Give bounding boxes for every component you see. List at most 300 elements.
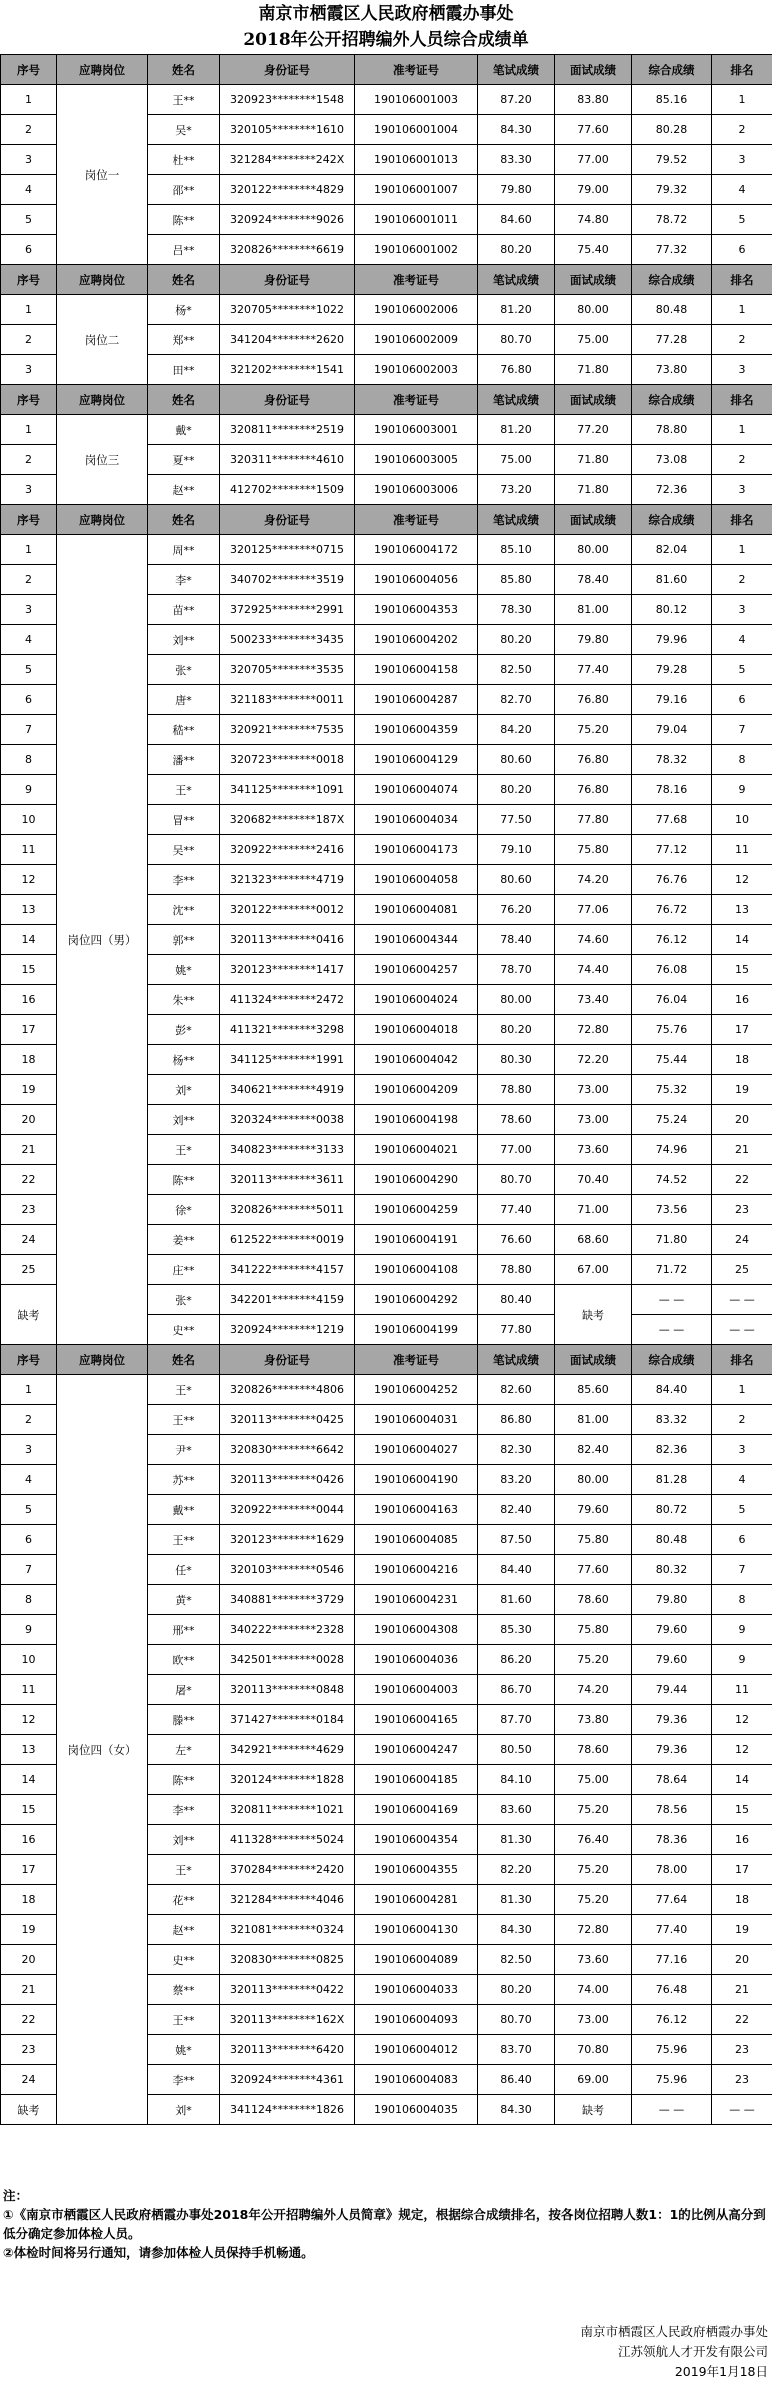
total-score-cell: 80.12 bbox=[632, 595, 712, 625]
id-number-cell: 340823********3133 bbox=[220, 1135, 355, 1165]
interview-score-cell: 70.80 bbox=[555, 2035, 632, 2065]
column-header: 应聘岗位 bbox=[57, 385, 148, 415]
interview-score-cell: 77.06 bbox=[555, 895, 632, 925]
id-number-cell: 320125********0715 bbox=[220, 535, 355, 565]
name-cell: 姚* bbox=[148, 2035, 220, 2065]
written-score-cell: 79.80 bbox=[478, 175, 555, 205]
written-score-cell: 79.10 bbox=[478, 835, 555, 865]
name-cell: 屠* bbox=[148, 1675, 220, 1705]
name-cell: 吕** bbox=[148, 235, 220, 265]
interview-score-cell: 74.20 bbox=[555, 865, 632, 895]
name-cell: 沈** bbox=[148, 895, 220, 925]
ticket-number-cell: 190106004281 bbox=[355, 1885, 478, 1915]
seq-cell: 6 bbox=[1, 1525, 57, 1555]
total-score-cell: 73.80 bbox=[632, 355, 712, 385]
name-cell: 李** bbox=[148, 1795, 220, 1825]
written-score-cell: 82.70 bbox=[478, 685, 555, 715]
seq-cell: 14 bbox=[1, 925, 57, 955]
rank-cell: 4 bbox=[712, 1465, 772, 1495]
interview-score-cell: 缺考 bbox=[555, 1285, 632, 1345]
ticket-number-cell: 190106004021 bbox=[355, 1135, 478, 1165]
seq-cell: 18 bbox=[1, 1885, 57, 1915]
name-cell: 王** bbox=[148, 2005, 220, 2035]
seq-cell: 10 bbox=[1, 805, 57, 835]
interview-score-cell: 74.20 bbox=[555, 1675, 632, 1705]
id-number-cell: 612522********0019 bbox=[220, 1225, 355, 1255]
rank-cell: 3 bbox=[712, 355, 772, 385]
total-score-cell: — — bbox=[632, 1285, 712, 1315]
notes-label: 注： bbox=[3, 2188, 29, 2203]
interview-score-cell: 75.80 bbox=[555, 1615, 632, 1645]
id-number-cell: 342921********4629 bbox=[220, 1735, 355, 1765]
table-row bbox=[1, 415, 772, 445]
ticket-number-cell: 190106004190 bbox=[355, 1465, 478, 1495]
written-score-cell: 86.40 bbox=[478, 2065, 555, 2095]
id-number-cell: 320811********2519 bbox=[220, 415, 355, 445]
id-number-cell: 320113********0848 bbox=[220, 1675, 355, 1705]
seq-cell: 20 bbox=[1, 1945, 57, 1975]
id-number-cell: 320113********3611 bbox=[220, 1165, 355, 1195]
id-number-cell: 320830********0825 bbox=[220, 1945, 355, 1975]
signature-org-2: 江苏领航人才开发有限公司 bbox=[617, 2344, 768, 2359]
name-cell: 庄** bbox=[148, 1255, 220, 1285]
total-score-cell: — — bbox=[632, 2095, 712, 2125]
written-score-cell: 83.60 bbox=[478, 1795, 555, 1825]
interview-score-cell: 70.40 bbox=[555, 1165, 632, 1195]
rank-cell: 2 bbox=[712, 325, 772, 355]
seq-cell: 2 bbox=[1, 565, 57, 595]
column-header: 身份证号 bbox=[220, 385, 355, 415]
ticket-number-cell: 190106001011 bbox=[355, 205, 478, 235]
written-score-cell: 82.50 bbox=[478, 1945, 555, 1975]
id-number-cell: 340702********3519 bbox=[220, 565, 355, 595]
seq-cell: 1 bbox=[1, 415, 57, 445]
interview-score-cell: 85.60 bbox=[555, 1375, 632, 1405]
column-header: 综合成绩 bbox=[632, 1345, 712, 1375]
column-header: 排名 bbox=[712, 505, 772, 535]
column-header: 笔试成绩 bbox=[478, 385, 555, 415]
id-number-cell: 320123********1629 bbox=[220, 1525, 355, 1555]
id-number-cell: 320705********1022 bbox=[220, 295, 355, 325]
column-header: 应聘岗位 bbox=[57, 55, 148, 85]
seq-cell: 7 bbox=[1, 715, 57, 745]
interview-score-cell: 75.20 bbox=[555, 1885, 632, 1915]
seq-cell: 18 bbox=[1, 1045, 57, 1075]
total-score-cell: 71.72 bbox=[632, 1255, 712, 1285]
ticket-number-cell: 190106001003 bbox=[355, 85, 478, 115]
rank-cell: 12 bbox=[712, 865, 772, 895]
written-score-cell: 82.20 bbox=[478, 1855, 555, 1885]
name-cell: 戴** bbox=[148, 1495, 220, 1525]
total-score-cell: 79.04 bbox=[632, 715, 712, 745]
rank-cell: 6 bbox=[712, 1525, 772, 1555]
name-cell: 任* bbox=[148, 1555, 220, 1585]
seq-cell: 23 bbox=[1, 1195, 57, 1225]
ticket-number-cell: 190106004081 bbox=[355, 895, 478, 925]
interview-score-cell: 81.00 bbox=[555, 1405, 632, 1435]
written-score-cell: 81.20 bbox=[478, 295, 555, 325]
written-score-cell: 78.40 bbox=[478, 925, 555, 955]
rank-cell: 8 bbox=[712, 1585, 772, 1615]
name-cell: 杜** bbox=[148, 145, 220, 175]
written-score-cell: 86.20 bbox=[478, 1645, 555, 1675]
name-cell: 王* bbox=[148, 1135, 220, 1165]
column-header: 排名 bbox=[712, 1345, 772, 1375]
column-header: 身份证号 bbox=[220, 265, 355, 295]
written-score-cell: 78.60 bbox=[478, 1105, 555, 1135]
name-cell: 潘** bbox=[148, 745, 220, 775]
id-number-cell: 320113********0425 bbox=[220, 1405, 355, 1435]
written-score-cell: 81.30 bbox=[478, 1885, 555, 1915]
written-score-cell: 75.00 bbox=[478, 445, 555, 475]
name-cell: 王* bbox=[148, 1375, 220, 1405]
written-score-cell: 78.80 bbox=[478, 1255, 555, 1285]
name-cell: 邢** bbox=[148, 1615, 220, 1645]
ticket-number-cell: 190106004163 bbox=[355, 1495, 478, 1525]
total-score-cell: 76.72 bbox=[632, 895, 712, 925]
column-header: 综合成绩 bbox=[632, 385, 712, 415]
total-score-cell: 80.48 bbox=[632, 295, 712, 325]
ticket-number-cell: 190106004089 bbox=[355, 1945, 478, 1975]
rank-cell: 1 bbox=[712, 535, 772, 565]
table-header-row bbox=[1, 1345, 772, 1375]
written-score-cell: 87.20 bbox=[478, 85, 555, 115]
written-score-cell: 80.60 bbox=[478, 745, 555, 775]
name-cell: 陈** bbox=[148, 1165, 220, 1195]
rank-cell: 12 bbox=[712, 1735, 772, 1765]
written-score-cell: 82.50 bbox=[478, 655, 555, 685]
ticket-number-cell: 190106004252 bbox=[355, 1375, 478, 1405]
id-number-cell: 321323********4719 bbox=[220, 865, 355, 895]
ticket-number-cell: 190106004130 bbox=[355, 1915, 478, 1945]
interview-score-cell: 79.60 bbox=[555, 1495, 632, 1525]
written-score-cell: 77.80 bbox=[478, 1315, 555, 1345]
written-score-cell: 77.50 bbox=[478, 805, 555, 835]
total-score-cell: 77.12 bbox=[632, 835, 712, 865]
column-header: 身份证号 bbox=[220, 505, 355, 535]
interview-score-cell: 77.00 bbox=[555, 145, 632, 175]
written-score-cell: 80.70 bbox=[478, 2005, 555, 2035]
ticket-number-cell: 190106003001 bbox=[355, 415, 478, 445]
seq-cell: 14 bbox=[1, 1765, 57, 1795]
ticket-number-cell: 190106004257 bbox=[355, 955, 478, 985]
seq-cell: 6 bbox=[1, 685, 57, 715]
interview-score-cell: 74.00 bbox=[555, 1975, 632, 2005]
name-cell: 杨* bbox=[148, 295, 220, 325]
written-score-cell: 84.40 bbox=[478, 1555, 555, 1585]
written-score-cell: 80.20 bbox=[478, 235, 555, 265]
written-score-cell: 82.60 bbox=[478, 1375, 555, 1405]
written-score-cell: 78.30 bbox=[478, 595, 555, 625]
ticket-number-cell: 190106004259 bbox=[355, 1195, 478, 1225]
name-cell: 姜** bbox=[148, 1225, 220, 1255]
seq-cell: 5 bbox=[1, 655, 57, 685]
id-number-cell: 320826********5011 bbox=[220, 1195, 355, 1225]
name-cell: 左* bbox=[148, 1735, 220, 1765]
id-number-cell: 320705********3535 bbox=[220, 655, 355, 685]
id-number-cell: 341124********1826 bbox=[220, 2095, 355, 2125]
written-score-cell: 80.20 bbox=[478, 1015, 555, 1045]
written-score-cell: 84.20 bbox=[478, 715, 555, 745]
interview-score-cell: 83.80 bbox=[555, 85, 632, 115]
ticket-number-cell: 190106004355 bbox=[355, 1855, 478, 1885]
seq-cell: 17 bbox=[1, 1015, 57, 1045]
rank-cell: 9 bbox=[712, 1645, 772, 1675]
total-score-cell: 79.60 bbox=[632, 1615, 712, 1645]
interview-score-cell: 73.60 bbox=[555, 1135, 632, 1165]
column-header: 综合成绩 bbox=[632, 505, 712, 535]
rank-cell: 2 bbox=[712, 565, 772, 595]
interview-score-cell: 73.00 bbox=[555, 1075, 632, 1105]
id-number-cell: 320113********6420 bbox=[220, 2035, 355, 2065]
name-cell: 姚* bbox=[148, 955, 220, 985]
id-number-cell: 320113********162X bbox=[220, 2005, 355, 2035]
table-header-row bbox=[1, 265, 772, 295]
seq-cell: 19 bbox=[1, 1915, 57, 1945]
seq-cell: 6 bbox=[1, 235, 57, 265]
rank-cell: 6 bbox=[712, 235, 772, 265]
ticket-number-cell: 190106004169 bbox=[355, 1795, 478, 1825]
name-cell: 尹* bbox=[148, 1435, 220, 1465]
total-score-cell: 77.68 bbox=[632, 805, 712, 835]
name-cell: 李** bbox=[148, 865, 220, 895]
interview-score-cell: 72.80 bbox=[555, 1015, 632, 1045]
name-cell: 刘** bbox=[148, 1825, 220, 1855]
name-cell: 张* bbox=[148, 1285, 220, 1315]
id-number-cell: 320921********7535 bbox=[220, 715, 355, 745]
ticket-number-cell: 190106004173 bbox=[355, 835, 478, 865]
ticket-number-cell: 190106004202 bbox=[355, 625, 478, 655]
written-score-cell: 81.30 bbox=[478, 1825, 555, 1855]
total-score-cell: 81.60 bbox=[632, 565, 712, 595]
signature-date: 2019年1月18日 bbox=[674, 2364, 768, 2379]
rank-cell: 9 bbox=[712, 775, 772, 805]
table-header-row bbox=[1, 55, 772, 85]
ticket-number-cell: 190106004042 bbox=[355, 1045, 478, 1075]
column-header: 笔试成绩 bbox=[478, 265, 555, 295]
interview-score-cell: 78.60 bbox=[555, 1735, 632, 1765]
ticket-number-cell: 190106004058 bbox=[355, 865, 478, 895]
total-score-cell: 73.56 bbox=[632, 1195, 712, 1225]
total-score-cell: 72.36 bbox=[632, 475, 712, 505]
ticket-number-cell: 190106004074 bbox=[355, 775, 478, 805]
total-score-cell: 76.12 bbox=[632, 2005, 712, 2035]
interview-score-cell: 75.20 bbox=[555, 1855, 632, 1885]
column-header: 应聘岗位 bbox=[57, 505, 148, 535]
written-score-cell: 80.60 bbox=[478, 865, 555, 895]
seq-cell: 22 bbox=[1, 2005, 57, 2035]
interview-score-cell: 74.80 bbox=[555, 205, 632, 235]
seq-cell: 16 bbox=[1, 985, 57, 1015]
column-header: 姓名 bbox=[148, 385, 220, 415]
id-number-cell: 342501********0028 bbox=[220, 1645, 355, 1675]
name-cell: 郑** bbox=[148, 325, 220, 355]
total-score-cell: 78.80 bbox=[632, 415, 712, 445]
written-score-cell: 80.30 bbox=[478, 1045, 555, 1075]
column-header: 笔试成绩 bbox=[478, 1345, 555, 1375]
name-cell: 嵇** bbox=[148, 715, 220, 745]
rank-cell: 1 bbox=[712, 295, 772, 325]
table-header-row bbox=[1, 505, 772, 535]
written-score-cell: 77.00 bbox=[478, 1135, 555, 1165]
notes bbox=[3, 2186, 769, 2262]
seq-cell: 3 bbox=[1, 145, 57, 175]
rank-cell: 4 bbox=[712, 175, 772, 205]
ticket-number-cell: 190106004012 bbox=[355, 2035, 478, 2065]
rank-cell: 21 bbox=[712, 1975, 772, 2005]
id-number-cell: 320124********1828 bbox=[220, 1765, 355, 1795]
seq-cell: 8 bbox=[1, 745, 57, 775]
column-header: 序号 bbox=[1, 1345, 57, 1375]
rank-cell: 17 bbox=[712, 1855, 772, 1885]
interview-score-cell: 73.40 bbox=[555, 985, 632, 1015]
id-number-cell: 320924********1219 bbox=[220, 1315, 355, 1345]
column-header: 序号 bbox=[1, 385, 57, 415]
written-score-cell: 84.10 bbox=[478, 1765, 555, 1795]
seq-cell: 21 bbox=[1, 1975, 57, 2005]
note-line-1: ①《南京市栖霞区人民政府栖霞办事处2018年公开招聘编外人员简章》规定，根据综合成绩排名，按各岗位招聘人数1：1的比例从高分到低分确定参加体检人员。 bbox=[3, 2207, 766, 2241]
seq-cell: 10 bbox=[1, 1645, 57, 1675]
ticket-number-cell: 190106002003 bbox=[355, 355, 478, 385]
total-score-cell: 75.96 bbox=[632, 2065, 712, 2095]
written-score-cell: 87.50 bbox=[478, 1525, 555, 1555]
rank-cell: 23 bbox=[712, 2065, 772, 2095]
total-score-cell: 80.32 bbox=[632, 1555, 712, 1585]
name-cell: 刘* bbox=[148, 2095, 220, 2125]
seq-cell: 2 bbox=[1, 1405, 57, 1435]
rank-cell: 21 bbox=[712, 1135, 772, 1165]
rank-cell: 24 bbox=[712, 1225, 772, 1255]
id-number-cell: 320723********0018 bbox=[220, 745, 355, 775]
rank-cell: 14 bbox=[712, 925, 772, 955]
column-header: 排名 bbox=[712, 55, 772, 85]
rank-cell: 20 bbox=[712, 1945, 772, 1975]
ticket-number-cell: 190106004247 bbox=[355, 1735, 478, 1765]
id-number-cell: 320924********4361 bbox=[220, 2065, 355, 2095]
interview-score-cell: 缺考 bbox=[555, 2095, 632, 2125]
ticket-number-cell: 190106004198 bbox=[355, 1105, 478, 1135]
interview-score-cell: 75.00 bbox=[555, 325, 632, 355]
name-cell: 苏** bbox=[148, 1465, 220, 1495]
name-cell: 苗** bbox=[148, 595, 220, 625]
total-score-cell: 78.64 bbox=[632, 1765, 712, 1795]
total-score-cell: 80.72 bbox=[632, 1495, 712, 1525]
name-cell: 陈** bbox=[148, 1765, 220, 1795]
total-score-cell: 78.00 bbox=[632, 1855, 712, 1885]
rank-cell: 5 bbox=[712, 205, 772, 235]
seq-cell: 缺考 bbox=[1, 1285, 57, 1345]
rank-cell: 18 bbox=[712, 1885, 772, 1915]
written-score-cell: 85.30 bbox=[478, 1615, 555, 1645]
column-header: 准考证号 bbox=[355, 1345, 478, 1375]
position-cell: 岗位一 bbox=[57, 85, 148, 265]
rank-cell: 3 bbox=[712, 475, 772, 505]
interview-score-cell: 82.40 bbox=[555, 1435, 632, 1465]
written-score-cell: 76.20 bbox=[478, 895, 555, 925]
written-score-cell: 73.20 bbox=[478, 475, 555, 505]
id-number-cell: 371427********0184 bbox=[220, 1705, 355, 1735]
rank-cell: 22 bbox=[712, 2005, 772, 2035]
name-cell: 刘** bbox=[148, 625, 220, 655]
total-score-cell: 73.08 bbox=[632, 445, 712, 475]
interview-score-cell: 73.60 bbox=[555, 1945, 632, 1975]
written-score-cell: 83.20 bbox=[478, 1465, 555, 1495]
rank-cell: 3 bbox=[712, 1435, 772, 1465]
column-header: 身份证号 bbox=[220, 55, 355, 85]
ticket-number-cell: 190106004165 bbox=[355, 1705, 478, 1735]
ticket-number-cell: 190106004354 bbox=[355, 1825, 478, 1855]
signature-org-1: 南京市栖霞区人民政府栖霞办事处 bbox=[580, 2324, 768, 2339]
total-score-cell: 78.72 bbox=[632, 205, 712, 235]
written-score-cell: 81.60 bbox=[478, 1585, 555, 1615]
written-score-cell: 76.80 bbox=[478, 355, 555, 385]
seq-cell: 3 bbox=[1, 355, 57, 385]
ticket-number-cell: 190106004353 bbox=[355, 595, 478, 625]
column-header: 序号 bbox=[1, 55, 57, 85]
rank-cell: 19 bbox=[712, 1915, 772, 1945]
written-score-cell: 80.20 bbox=[478, 775, 555, 805]
rank-cell: 25 bbox=[712, 1255, 772, 1285]
written-score-cell: 80.70 bbox=[478, 325, 555, 355]
page-subtitle: 2018年公开招聘编外人员综合成绩单 bbox=[243, 30, 529, 50]
total-score-cell: — — bbox=[632, 1315, 712, 1345]
ticket-number-cell: 190106004308 bbox=[355, 1615, 478, 1645]
total-score-cell: 80.28 bbox=[632, 115, 712, 145]
written-score-cell: 85.10 bbox=[478, 535, 555, 565]
column-header: 姓名 bbox=[148, 1345, 220, 1375]
interview-score-cell: 73.00 bbox=[555, 2005, 632, 2035]
column-header: 笔试成绩 bbox=[478, 505, 555, 535]
ticket-number-cell: 190106004031 bbox=[355, 1405, 478, 1435]
total-score-cell: 79.60 bbox=[632, 1645, 712, 1675]
ticket-number-cell: 190106004018 bbox=[355, 1015, 478, 1045]
column-header: 面试成绩 bbox=[555, 505, 632, 535]
note-line-2: ②体检时间将另行通知，请参加体检人员保持手机畅通。 bbox=[3, 2245, 314, 2260]
ticket-number-cell: 190106003006 bbox=[355, 475, 478, 505]
ticket-number-cell: 190106004216 bbox=[355, 1555, 478, 1585]
written-score-cell: 81.20 bbox=[478, 415, 555, 445]
total-score-cell: 78.16 bbox=[632, 775, 712, 805]
seq-cell: 2 bbox=[1, 115, 57, 145]
ticket-number-cell: 190106004083 bbox=[355, 2065, 478, 2095]
seq-cell: 13 bbox=[1, 895, 57, 925]
interview-score-cell: 72.20 bbox=[555, 1045, 632, 1075]
id-number-cell: 320922********2416 bbox=[220, 835, 355, 865]
ticket-number-cell: 190106003005 bbox=[355, 445, 478, 475]
written-score-cell: 85.80 bbox=[478, 565, 555, 595]
name-cell: 周** bbox=[148, 535, 220, 565]
ticket-number-cell: 190106004093 bbox=[355, 2005, 478, 2035]
interview-score-cell: 75.20 bbox=[555, 1645, 632, 1675]
rank-cell: 15 bbox=[712, 1795, 772, 1825]
interview-score-cell: 74.60 bbox=[555, 925, 632, 955]
written-score-cell: 84.60 bbox=[478, 205, 555, 235]
rank-cell: 4 bbox=[712, 625, 772, 655]
written-score-cell: 80.70 bbox=[478, 1165, 555, 1195]
interview-score-cell: 77.60 bbox=[555, 1555, 632, 1585]
id-number-cell: 372925********2991 bbox=[220, 595, 355, 625]
id-number-cell: 370284********2420 bbox=[220, 1855, 355, 1885]
seq-cell: 11 bbox=[1, 835, 57, 865]
total-score-cell: 76.04 bbox=[632, 985, 712, 1015]
seq-cell: 5 bbox=[1, 205, 57, 235]
column-header: 准考证号 bbox=[355, 265, 478, 295]
written-score-cell: 80.50 bbox=[478, 1735, 555, 1765]
seq-cell: 4 bbox=[1, 175, 57, 205]
ticket-number-cell: 190106004158 bbox=[355, 655, 478, 685]
interview-score-cell: 80.00 bbox=[555, 535, 632, 565]
interview-score-cell: 75.80 bbox=[555, 1525, 632, 1555]
